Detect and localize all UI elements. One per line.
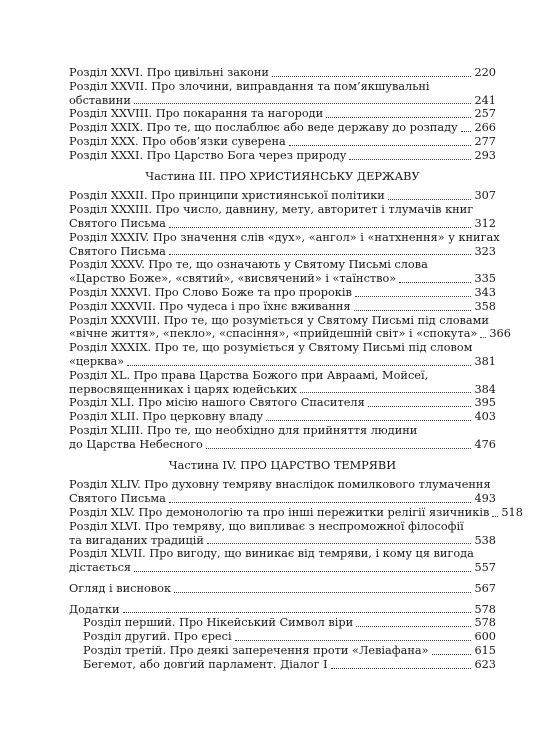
dot-leader — [266, 419, 471, 421]
page-number: 241 — [474, 93, 496, 107]
toc-line — [69, 230, 500, 245]
entry-title: Святого Письма — [69, 244, 166, 258]
toc-line — [69, 258, 496, 272]
dot-leader — [169, 226, 472, 228]
table-of-contents — [69, 66, 523, 672]
toc-line — [69, 94, 496, 108]
entry-title: Розділ XXVI. Про цивільні закони — [69, 66, 269, 79]
entry-title: Розділ XLVI. Про темряву, що випливає з неспроможної філософії — [69, 519, 464, 533]
entry-title: Розділ XLIII. Про те, що необхідно для прийняття людини — [69, 423, 418, 437]
toc-group — [69, 189, 511, 451]
dot-leader — [331, 667, 472, 669]
entry-title: Бегемот, або довгий парламент. Діалог І — [83, 657, 328, 671]
page-number: 403 — [474, 410, 496, 424]
toc-group — [69, 582, 496, 596]
dot-leader — [169, 501, 472, 503]
entry-title: Розділ XXXIV. Про значення слів «дух», «ангол» і «натхнення» у книгах — [69, 230, 500, 244]
part-heading: Частина IV. ПРО ЦАРСТВО ТЕМРЯВИ — [168, 458, 397, 472]
toc-entry[interactable] — [69, 520, 496, 548]
toc-line — [69, 492, 496, 506]
toc-line — [69, 644, 496, 658]
dot-leader — [399, 281, 471, 283]
page-number: 615 — [474, 644, 496, 658]
toc-entry[interactable] — [69, 582, 496, 596]
page-number: 578 — [474, 616, 496, 630]
dot-leader — [134, 570, 471, 572]
entry-title: Розділ XXXVII. Про чудеса і про їхнє вживання — [69, 299, 351, 313]
toc-line — [69, 80, 496, 94]
entry-title: Розділ XXXVIII. Про те, що розуміється у Святому Письмі під словами — [69, 313, 489, 327]
toc-line — [69, 272, 496, 286]
toc-line — [69, 189, 496, 203]
toc-line — [69, 438, 496, 452]
page-number: 293 — [474, 148, 496, 162]
dot-leader — [368, 405, 472, 407]
toc-line — [69, 286, 496, 300]
toc-entry[interactable] — [69, 203, 496, 231]
toc-group — [69, 478, 523, 575]
page-number: 312 — [474, 216, 496, 230]
toc-entry[interactable] — [69, 341, 496, 369]
entry-title: дістається — [69, 561, 132, 575]
page-number: 358 — [474, 299, 496, 313]
toc-entry[interactable] — [69, 630, 496, 644]
toc-line — [69, 369, 496, 383]
entry-title: Розділ XXXV. Про те, що означають у Святому Письмі слова — [69, 258, 428, 272]
toc-line — [69, 203, 496, 217]
page-number: 623 — [474, 657, 496, 671]
toc-line — [69, 478, 496, 492]
toc-entry[interactable] — [69, 189, 496, 203]
toc-line — [69, 327, 511, 341]
dot-leader — [326, 116, 471, 118]
page-number: 395 — [474, 396, 496, 410]
toc-group-indented — [69, 616, 496, 671]
toc-line — [69, 424, 496, 438]
toc-line — [69, 547, 496, 561]
toc-line — [69, 616, 496, 630]
toc-line — [69, 355, 496, 369]
toc-entry[interactable] — [69, 478, 496, 506]
toc-entry[interactable] — [69, 616, 496, 630]
toc-line — [69, 121, 496, 135]
entry-title: Розділ XL. Про права Царства Божого при Авраамі, Мойсеї, — [69, 368, 429, 382]
toc-line — [69, 658, 496, 672]
entry-title: Розділ третій. Про деякі заперечення проти «Левіафана» — [83, 644, 429, 658]
entry-title: Святого Письма — [69, 216, 166, 230]
dot-leader — [480, 336, 486, 338]
toc-entry[interactable] — [69, 396, 496, 410]
toc-line — [69, 217, 496, 231]
page-number: 538 — [474, 533, 496, 547]
entry-title: первосвященниках і царях юдейських — [69, 382, 297, 396]
entry-title: Розділ XXIX. Про те, що послаблює або веде державу до розпаду — [69, 121, 458, 135]
dot-leader — [127, 364, 471, 366]
entry-title: «церква» — [69, 354, 125, 368]
dot-leader — [300, 391, 472, 393]
toc-entry[interactable] — [69, 258, 496, 286]
page-number: 381 — [474, 354, 496, 368]
dot-leader — [432, 653, 472, 655]
dot-leader — [356, 625, 471, 627]
entry-title: «вічне життя», «пекло», «спасіння», «прийдешній світ» і «спокута» — [69, 327, 478, 341]
toc-line — [69, 534, 496, 548]
toc-line — [69, 245, 496, 259]
dot-leader — [354, 309, 472, 311]
entry-title: Розділ XLII. Про церковну владу — [69, 410, 264, 424]
toc-entry[interactable] — [69, 658, 496, 672]
entry-title: Розділ XLVII. Про вигоду, що виникає від темряви, і кому ця вигода — [69, 547, 474, 561]
toc-entry[interactable] — [69, 121, 496, 135]
entry-title: Розділ XLV. Про демонологію та про інші пережитки релігії язичників — [69, 505, 490, 519]
entry-title: Розділ XLI. Про місію нашого Святого Спасителя — [69, 396, 365, 410]
toc-line — [69, 561, 496, 575]
entry-title: Святого Письма — [69, 492, 166, 506]
toc-entry[interactable] — [69, 313, 511, 342]
spacer — [69, 596, 496, 603]
dot-leader — [206, 447, 472, 449]
toc-line — [69, 520, 496, 534]
dot-leader — [134, 102, 472, 104]
toc-entry[interactable] — [69, 66, 496, 80]
dot-leader — [492, 515, 498, 517]
entry-title: Додатки — [69, 602, 120, 616]
toc-entry[interactable] — [69, 80, 496, 108]
page-number: 335 — [474, 272, 496, 286]
toc-entry[interactable] — [69, 644, 496, 658]
page-number: 220 — [474, 66, 496, 79]
dot-leader — [123, 611, 472, 613]
toc-line — [69, 383, 496, 397]
page-number: 476 — [474, 437, 496, 451]
entry-title: до Царства Небесного — [69, 437, 203, 451]
dot-leader — [174, 591, 471, 593]
toc-line — [69, 135, 496, 149]
dot-leader — [169, 253, 472, 255]
toc-line — [69, 396, 496, 410]
toc-entry[interactable] — [69, 135, 496, 149]
page-number: 384 — [474, 382, 496, 396]
entry-title: обставини — [69, 93, 131, 107]
toc-line — [69, 314, 496, 328]
dot-leader — [355, 295, 472, 297]
dot-leader — [289, 144, 472, 146]
toc-line — [69, 603, 496, 617]
toc-entry[interactable] — [69, 424, 496, 452]
entry-title: Розділ другий. Про єресі — [83, 630, 232, 644]
toc-line — [69, 107, 496, 121]
entry-title: Розділ XXX. Про обов’язки суверена — [69, 134, 286, 148]
page-number: 578 — [474, 602, 496, 616]
entry-title: Розділ XLIV. Про духовну темряву внаслідок помилкового тлумачення — [69, 478, 491, 492]
entry-title: Розділ XXXIX. Про те, що розуміється у Святому Письмі під словом — [69, 341, 473, 355]
toc-entry[interactable] — [69, 286, 496, 300]
toc-entry[interactable] — [69, 505, 523, 520]
toc-group — [69, 66, 496, 163]
spacer — [69, 575, 496, 582]
entry-title: Розділ XXXIII. Про число, давнину, мету, авторитет і тлумачів книг — [69, 203, 474, 217]
entry-title: Розділ XXVIII. Про покарання та нагороди — [69, 107, 324, 121]
toc-line — [69, 341, 496, 355]
dot-leader — [272, 75, 472, 77]
toc-entry[interactable] — [69, 230, 500, 259]
page-number: 307 — [474, 189, 496, 203]
dot-leader — [235, 639, 472, 641]
page-number: 277 — [474, 134, 496, 148]
toc-entry[interactable] — [69, 107, 496, 121]
toc-line — [69, 630, 496, 644]
toc-line — [69, 505, 523, 520]
toc-entry[interactable] — [69, 603, 496, 617]
toc-line — [69, 582, 496, 596]
toc-group — [69, 603, 496, 617]
toc-line — [69, 300, 496, 314]
page-number: 518 — [501, 505, 523, 519]
dot-leader — [207, 542, 471, 544]
toc-entry[interactable] — [69, 300, 496, 314]
page-number: 257 — [474, 107, 496, 121]
entry-title: Розділ XXXII. Про принципи християнської політики — [69, 189, 385, 203]
page-number: 366 — [489, 327, 511, 341]
part-heading: Частина III. ПРО ХРИСТИЯНСЬКУ ДЕРЖАВУ — [145, 169, 420, 183]
toc-line — [69, 149, 496, 163]
dot-leader — [461, 130, 472, 132]
entry-title: «Царство Боже», «святий», «висвячений» і «таїнство» — [69, 272, 397, 286]
entry-title: Розділ XXXI. Про Царство Бога через природу — [69, 148, 347, 162]
page-number: 600 — [474, 630, 496, 644]
entry-title: Огляд і висновок — [69, 581, 172, 595]
entry-title: та вигаданих традицій — [69, 533, 204, 547]
toc-line — [69, 66, 496, 80]
page-number: 343 — [474, 285, 496, 299]
page-number: 323 — [474, 244, 496, 258]
page-number: 493 — [474, 492, 496, 506]
entry-title: Розділ XXVII. Про злочини, виправдання та пом’якшувальні — [69, 79, 430, 93]
toc-entry[interactable] — [69, 547, 496, 575]
page-number: 266 — [474, 121, 496, 135]
entry-title: Розділ XXXVI. Про Слово Боже та про пророків — [69, 285, 352, 299]
toc-entry[interactable] — [69, 410, 496, 424]
dot-leader — [349, 158, 471, 160]
page-number: 557 — [474, 561, 496, 575]
toc-line — [69, 410, 496, 424]
page-number: 567 — [474, 581, 496, 595]
entry-title: Розділ перший. Про Нікейський Символ віри — [83, 616, 354, 630]
dot-leader — [388, 198, 472, 200]
toc-entry[interactable] — [69, 369, 496, 397]
toc-entry[interactable] — [69, 149, 496, 163]
